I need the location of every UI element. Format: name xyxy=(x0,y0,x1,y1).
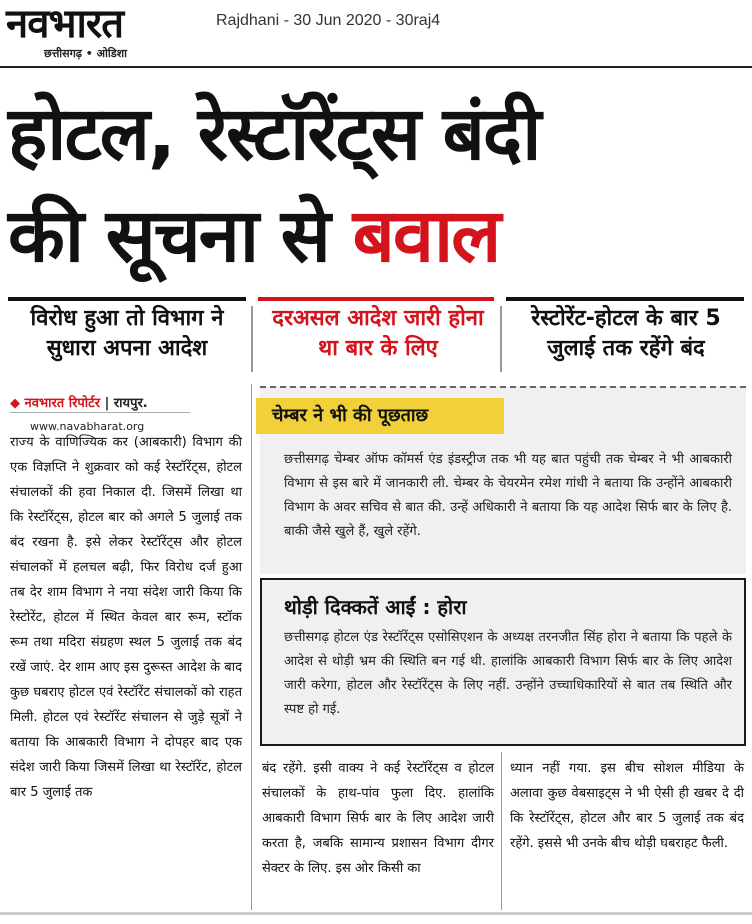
headline-highlight: बवाल xyxy=(352,193,500,279)
column-divider xyxy=(501,752,502,910)
edition-info: Rajdhani - 30 Jun 2020 - 30raj4 xyxy=(216,12,441,29)
byline-marker-icon: ◆ xyxy=(10,396,20,411)
deck-divider xyxy=(500,306,502,372)
box-heading-chamber: चेम्बर ने भी की पूछताछ xyxy=(272,405,429,426)
story-column-2 xyxy=(262,756,494,881)
column-divider xyxy=(251,384,252,910)
deck-rule-left xyxy=(8,297,246,301)
deck-divider xyxy=(251,306,253,372)
headline-line-1: होटल, रेस्टॉरेंट्स बंदी xyxy=(8,91,540,177)
byline-place: | रायपुर. xyxy=(104,396,148,411)
deck-center: दरअसल आदेश जारी होना था बार के लिए xyxy=(272,306,484,361)
deck-right: रेस्टोरेंट-होटल के बार 5 जुलाई तक रहेंगे बंद xyxy=(531,306,721,361)
page-bottom-rule xyxy=(0,912,752,915)
byline-divider xyxy=(10,412,190,413)
logo-regions: छत्तीसगढ़ • ओडिशा xyxy=(44,47,127,60)
box-heading-hora: थोड़ी दिक्कतें आईं : होरा xyxy=(284,595,467,619)
newspaper-logo: नवभारत xyxy=(6,1,124,47)
byline xyxy=(10,393,148,411)
deck-rule-center xyxy=(258,297,494,301)
story-paragraph: बंद रहेंगे. इसी वाक्य ने कई रेस्टॉरेंट्स व होटल संचालकों के हाथ-पांव फुला दिए. हालांकि आबकारी विभाग सिर्फ बार के लिए आदेश जारी करता है, जबकि सामान्य प्रशासन विभाग दीगर सेक्टर के लिए. इस ओर किसी का xyxy=(262,761,494,876)
masthead xyxy=(0,0,200,66)
box-body-chamber: छत्तीसगढ़ चेम्बर ऑफ कॉमर्स एंड इंडस्ट्रीज तक भी यह बात पहुंची तक चेम्बर ने भी आबकारी विभाग से इस बारे में जानकारी ली. चेम्बर के चेयरमेन रमेश गांधी ने बताया कि उन्होंने आबकारी विभाग के अवर सचिव से बात की. उन्हें अधिकारी ने बताया कि यह आदेश सिर्फ बार के लिए है. बाकी जैसे खुले हैं, खुले रहेंगे. xyxy=(284,452,732,539)
headline-line-2 xyxy=(8,186,744,286)
deck-rule-right xyxy=(506,297,744,301)
headline-line-2-black: की सूचना से xyxy=(8,193,353,279)
masthead-divider xyxy=(0,66,752,68)
website-link[interactable]: www.navabharat.org xyxy=(30,420,145,433)
deck-left: विरोध हुआ तो विभाग ने सुधारा अपना आदेश xyxy=(30,306,224,361)
byline-brand: नवभारत रिपोर्टर xyxy=(24,396,101,411)
box-body-hora: छत्तीसगढ़ होटल एंड रेस्टॉरेंट्स एसोसिएशन के अध्यक्ष तरनजीत सिंह होरा ने बताया कि पहले के आदेश से थोड़ी भ्रम की स्थिति बन गई थी. हालांकि आबकारी विभाग सिर्फ बार के लिए आदेश जारी करेगा, होटल और रेस्टॉरेंट्स के लिए नहीं. उन्होंने उच्चाधिकारियों से बात तब स्थिति और स्पष्ट हो गई. xyxy=(284,630,732,717)
story-column-3 xyxy=(510,756,744,856)
story-paragraph: राज्य के वाणिज्यिक कर (आबकारी) विभाग की एक विज्ञप्ति ने शुक्रवार को कई रेस्टॉरेंट्स, होटल संचालकों की हवा निकाल दी. जिसमें लिखा था कि रेस्टॉरेंट्स, होटल बार को अगले 5 जुलाई तक बंद रखना है. इसे लेकर रेस्टॉरेंट्स और होटल संचालकों में हलचल बढ़ी, फिर विरोध दर्ज हुआ तब देर शाम विभाग ने नया संदेश जारी किया कि रेस्टोरेंट, होटल में स्थित केवल बार रूम, स्टॉक रूम तथा मदिरा संग्रहण स्थल 5 जुलाई तक बंद रखें जाएं. देर शाम आए इस दुरूस्त आदेश के बाद कुछ घबराए होटल एवं रेस्टॉरेंट संचालकों को राहत मिली. होटल एवं रेस्टॉरेंट संचालन से जुड़े सूत्रों ने बताया कि आबकारी विभाग ने दोपहर बाद एक संदेश जारी किया जिसमें लिखा था रेस्टॉरेंट, होटल बार 5 जुलाई तक xyxy=(10,435,242,800)
story-column-1 xyxy=(10,430,242,805)
story-paragraph: ध्यान नहीं गया. इस बीच सोशल मीडिया के अलावा कुछ वेबसाइट्स ने भी ऐसी ही खबर दे दी कि रेस्टॉरेंट्स, होटल और बार 5 जुलाई तक बंद रहेंगे. इससे भी उनके बीच थोड़ी घबराहट फैली. xyxy=(510,761,744,851)
